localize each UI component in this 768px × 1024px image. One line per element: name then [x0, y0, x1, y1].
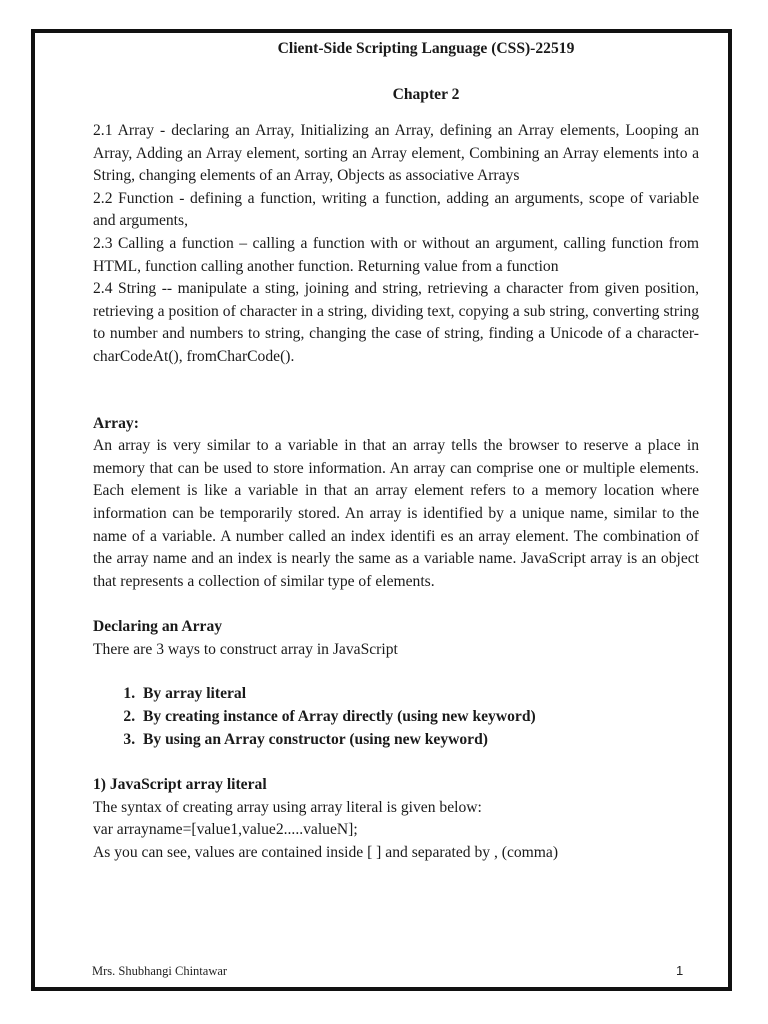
page-number: 1 — [676, 963, 684, 978]
list-item: 2. By creating instance of Array directly (using new keyword) — [139, 706, 699, 729]
list-item: 1. By array literal — [139, 683, 699, 706]
document-title: Client-Side Scripting Language (CSS)-22519 — [277, 40, 575, 57]
syllabus-item: 2.2 Function - defining a function, writing a function, adding an arguments, scope of variable and arguments, — [93, 189, 699, 230]
array-literal-heading: 1) JavaScript array literal — [93, 776, 267, 794]
literal-syntax-code: var arrayname=[value1,value2.....valueN]; — [93, 821, 358, 839]
footer-author: Mrs. Shubhangi Chintawar — [92, 964, 228, 978]
list-item: 3. By using an Array constructor (using new keyword) — [139, 729, 699, 752]
literal-syntax-intro: The syntax of creating array using array literal is given below: — [93, 798, 482, 816]
declaring-heading: Declaring an Array — [93, 618, 223, 636]
literal-syntax-note: As you can see, values are contained inside [ ] and separated by , (comma) — [93, 844, 559, 862]
declaring-intro: There are 3 ways to construct array in JavaScript — [93, 640, 398, 658]
array-heading: Array: — [93, 414, 139, 432]
syllabus-item: 2.4 String -- manipulate a sting, joining and string, retrieving a character from given position, retrieving a position of character in a string, dividing text, copying a sub string, converting string to number and numbers to string, changing the case of string, finding a Unicode of a character-charCodeAt(), fromCharCode(). — [93, 280, 699, 365]
syllabus-list — [93, 120, 699, 369]
array-description: An array is very similar to a variable in that an array tells the browser to reserve a place in memory that can be used to store information. An array can comprise one or multiple elements. Each element is like a variable in that an array element refers to a memory location where information can be temporarily stored. An array is identified by a unique name, similar to the name of a variable. A number called an index identifi es an array element. The combination of the array name and an index is nearly the same as a variable name. JavaScript array is an object that represents a collection of similar type of elements. — [93, 437, 699, 590]
syllabus-item: 2.1 Array - declaring an Array, Initializing an Array, defining an Array elements, Looping an Array, Adding an Array element, sorting an Array element, Combining an Array elements into a String, changing elements of an Array, Objects as associative Arrays — [93, 122, 699, 185]
chapter-heading: Chapter 2 — [392, 86, 460, 103]
syllabus-item: 2.3 Calling a function – calling a function with or without an argument, calling function from HTML, function calling another function. Returning value from a function — [93, 234, 699, 275]
construction-ways-list — [93, 683, 699, 751]
document-body — [93, 38, 699, 865]
